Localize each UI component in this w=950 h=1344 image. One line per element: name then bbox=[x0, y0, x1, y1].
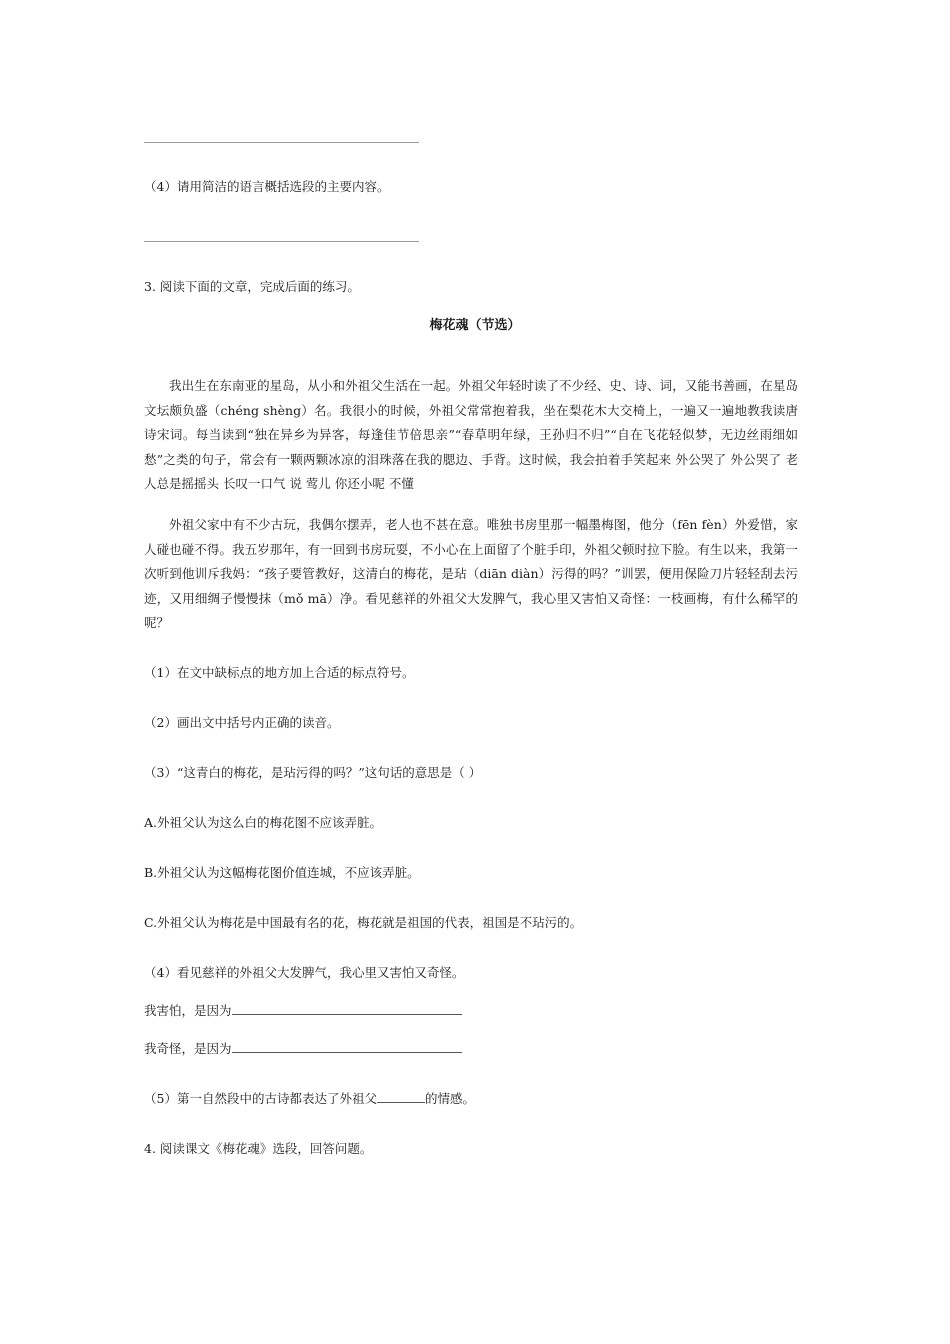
item-5-prefix: （5）第一自然段中的古诗都表达了外祖父 bbox=[144, 1091, 377, 1106]
wonder-prompt: 我奇怪，是因为 bbox=[144, 1041, 232, 1056]
fear-answer-row bbox=[144, 1002, 462, 1020]
option-a: A.外祖父认为这么白的梅花图不应该弄脏。 bbox=[144, 815, 383, 830]
question-item-4: （4）请用简洁的语言概括选段的主要内容。 bbox=[144, 179, 390, 194]
fear-answer-blank[interactable] bbox=[232, 1002, 462, 1015]
answer-line bbox=[144, 142, 419, 143]
question-item-3: （3）“这青白的梅花，是玷污得的吗？”这句话的意思是（ ） bbox=[144, 765, 482, 780]
option-b: B.外祖父认为这幅梅花图价值连城，不应该弄脏。 bbox=[144, 865, 420, 880]
question-item-2: （2）画出文中括号内正确的读音。 bbox=[144, 715, 340, 730]
article-paragraph-1: 我出生在东南亚的星岛，从小和外祖父生活在一起。外祖父年轻时读了不少经、史、诗、词，又能书善画，在星岛文坛颇负盛（chéng shèng）名。我很小的时候，外祖父常常抱着我，坐在梨花木大交椅上，一遍又一遍地教我读唐诗宋词。每当读到“独在异乡为异客，每逢佳节倍思亲”“春草明年绿，王孙归不归”“自在飞花轻似梦，无边丝雨细如愁”之类的句子，常会有一颗两颗冰凉的泪珠落在我的腮边、手背。这时候，我会拍着手笑起来 外公哭了 外公哭了 老人总是摇摇头 长叹一口气 说 莺儿 你还小呢 不懂 bbox=[144, 378, 798, 491]
item-5-blank[interactable] bbox=[377, 1090, 425, 1103]
article-paragraph-2: 外祖父家中有不少古玩，我偶尔摆弄，老人也不甚在意。唯独书房里那一幅墨梅图，他分（fēn fèn）外爱惜，家人碰也碰不得。我五岁那年，有一回到书房玩耍，不小心在上面留了个脏手印，外祖父顿时拉下脸。有生以来，我第一次听到他训斥我妈：“孩子要管教好，这清白的梅花，是玷（diān diàn）污得的吗？”训罢，便用保险刀片轻轻刮去污迹，又用细绸子慢慢抹（mǒ mā）净。看见慈祥的外祖父大发脾气，我心里又害怕又奇怪：一枝画梅，有什么稀罕的呢？ bbox=[144, 517, 798, 630]
article-title: 梅花魂（节选） bbox=[429, 318, 521, 333]
question-4-header: 4. 阅读课文《梅花魂》选段，回答问题。 bbox=[144, 1141, 373, 1156]
answer-line bbox=[144, 241, 419, 242]
fear-prompt: 我害怕，是因为 bbox=[144, 1003, 232, 1018]
question-3-header: 3. 阅读下面的文章，完成后面的练习。 bbox=[144, 279, 360, 294]
question-item-4: （4）看见慈祥的外祖父大发脾气，我心里又害怕又奇怪。 bbox=[144, 965, 465, 980]
option-c: C.外祖父认为梅花是中国最有名的花，梅花就是祖国的代表，祖国是不玷污的。 bbox=[144, 915, 583, 930]
question-item-1: （1）在文中缺标点的地方加上合适的标点符号。 bbox=[144, 665, 415, 680]
question-item-5 bbox=[144, 1090, 475, 1108]
wonder-answer-blank[interactable] bbox=[232, 1040, 462, 1053]
wonder-answer-row bbox=[144, 1040, 462, 1058]
item-5-suffix: 的情感。 bbox=[424, 1091, 475, 1106]
